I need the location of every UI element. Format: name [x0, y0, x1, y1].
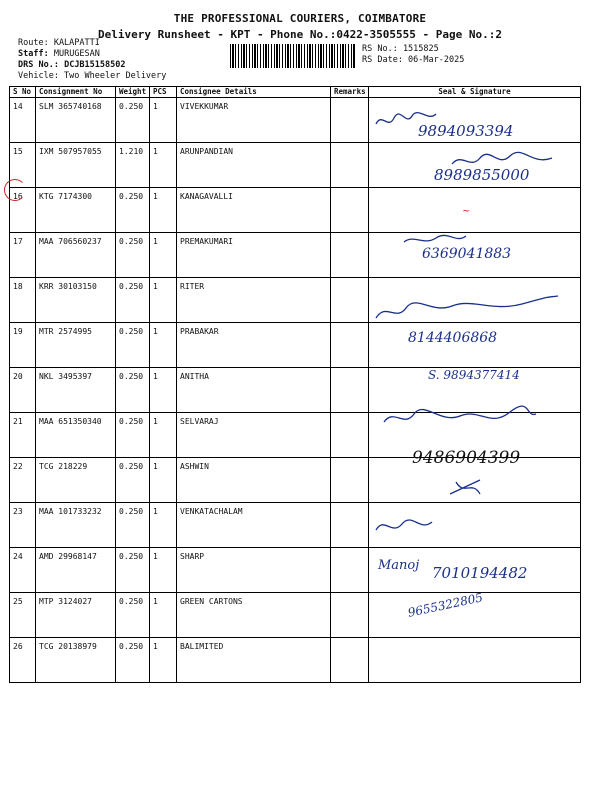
table-row	[10, 638, 581, 683]
row-weight: 0.250	[116, 638, 150, 683]
row-sno: 15	[10, 143, 36, 188]
drs-line	[18, 60, 126, 70]
col-remarks-header: Remarks	[331, 87, 369, 98]
row-remarks	[331, 98, 369, 143]
row-consignment: KRR 30103150	[36, 278, 116, 323]
drs-label: DRS No.:	[18, 60, 59, 70]
row-remarks	[331, 413, 369, 458]
row-pcs: 1	[150, 458, 177, 503]
row-sno: 16	[10, 188, 36, 233]
row-consignee: BALIMITED	[177, 638, 331, 683]
row-consignee: GREEN CARTONS	[177, 593, 331, 638]
row-sno: 14	[10, 98, 36, 143]
row-pcs: 1	[150, 98, 177, 143]
red-scribble: ~	[462, 206, 471, 217]
row-consignee: PREMAKUMARI	[177, 233, 331, 278]
staff-line	[18, 49, 100, 59]
row-pcs: 1	[150, 548, 177, 593]
row-pcs: 1	[150, 593, 177, 638]
table-header-row	[10, 87, 581, 98]
signature-scribble	[380, 404, 540, 434]
row-weight: 0.250	[116, 98, 150, 143]
row-weight: 0.250	[116, 548, 150, 593]
col-consignee-header: Consignee Details	[177, 87, 331, 98]
row-consignee: RITER	[177, 278, 331, 323]
row-pcs: 1	[150, 143, 177, 188]
row-remarks	[331, 593, 369, 638]
row-sno: 23	[10, 503, 36, 548]
red-circle-mark	[4, 179, 26, 201]
col-consignment-header: Consignment No	[36, 87, 116, 98]
row-weight: 0.250	[116, 593, 150, 638]
row-consignee: SELVARAJ	[177, 413, 331, 458]
row-weight: 0.250	[116, 323, 150, 368]
handwritten-phone: 7010194482	[432, 564, 528, 582]
row-remarks	[331, 143, 369, 188]
row-sno: 22	[10, 458, 36, 503]
row-remarks	[331, 188, 369, 233]
col-weight-header: Weight	[116, 87, 150, 98]
signature-scribble	[372, 514, 442, 538]
row-weight: 0.250	[116, 233, 150, 278]
row-remarks	[331, 638, 369, 683]
drs-number: DCJB15158502	[64, 60, 126, 70]
row-consignee: VIVEKKUMAR	[177, 98, 331, 143]
row-sno: 19	[10, 323, 36, 368]
row-signature	[369, 188, 581, 233]
signature-scribble	[372, 294, 562, 324]
row-consignee: ANITHA	[177, 368, 331, 413]
row-pcs: 1	[150, 278, 177, 323]
row-consignment: AMD 29968147	[36, 548, 116, 593]
table-row	[10, 503, 581, 548]
row-weight: 0.250	[116, 368, 150, 413]
row-pcs: 1	[150, 323, 177, 368]
row-sno: 24	[10, 548, 36, 593]
handwritten-phone: 8989855000	[434, 166, 530, 184]
row-pcs: 1	[150, 368, 177, 413]
row-pcs: 1	[150, 413, 177, 458]
handwritten-phone: 9655322805	[406, 590, 485, 620]
row-signature	[369, 638, 581, 683]
vehicle-label: Vehicle: Two Wheeler Delivery	[18, 71, 167, 81]
row-sno: 25	[10, 593, 36, 638]
row-consignment: MAA 101733232	[36, 503, 116, 548]
row-weight: 0.250	[116, 278, 150, 323]
row-consignee: VENKATACHALAM	[177, 503, 331, 548]
row-weight: 0.250	[116, 458, 150, 503]
handwritten-phone: 8144406868	[408, 330, 498, 346]
row-remarks	[331, 323, 369, 368]
handwritten-name: Manoj	[378, 558, 420, 573]
barcode	[230, 44, 356, 68]
row-consignment: TCG 20138979	[36, 638, 116, 683]
row-consignee: ASHWIN	[177, 458, 331, 503]
signature-scribble	[446, 476, 486, 500]
row-remarks	[331, 278, 369, 323]
row-remarks	[331, 233, 369, 278]
row-pcs: 1	[150, 188, 177, 233]
handwritten-phone: S. 9894377414	[428, 368, 520, 382]
route-label: Route: KALAPATTI	[18, 38, 100, 48]
row-remarks	[331, 503, 369, 548]
col-signature-header: Seal & Signature	[369, 87, 581, 98]
row-pcs: 1	[150, 233, 177, 278]
row-sno: 21	[10, 413, 36, 458]
rs-number: RS No.: 1515825	[362, 44, 439, 54]
row-consignment: MAA 706560237	[36, 233, 116, 278]
row-weight: 1.210	[116, 143, 150, 188]
row-weight: 0.250	[116, 503, 150, 548]
row-weight: 0.250	[116, 413, 150, 458]
row-pcs: 1	[150, 638, 177, 683]
company-title: THE PROFESSIONAL COURIERS, COIMBATORE	[173, 12, 427, 25]
handwritten-phone: 9894093394	[418, 122, 514, 140]
col-pcs-header: PCS	[150, 87, 177, 98]
row-remarks	[331, 458, 369, 503]
staff-name: MURUGESAN	[53, 49, 100, 59]
row-consignment: MTR 2574995	[36, 323, 116, 368]
row-consignment: MAA 651350340	[36, 413, 116, 458]
runsheet-subtitle: Delivery Runsheet - KPT - Phone No.:0422-3505555 - Page No.:2	[98, 28, 502, 41]
row-sno: 26	[10, 638, 36, 683]
row-consignment: KTG 7174300	[36, 188, 116, 233]
row-consignment: IXM 507957055	[36, 143, 116, 188]
row-consignee: SHARP	[177, 548, 331, 593]
row-remarks	[331, 548, 369, 593]
table-row	[10, 188, 581, 233]
row-consignee: KANAGAVALLI	[177, 188, 331, 233]
row-consignment: MTP 3124027	[36, 593, 116, 638]
row-consignment: SLM 365740168	[36, 98, 116, 143]
row-consignee: PRABAKAR	[177, 323, 331, 368]
row-pcs: 1	[150, 503, 177, 548]
table-row	[10, 593, 581, 638]
row-consignment: TCG 218229	[36, 458, 116, 503]
row-sno: 20	[10, 368, 36, 413]
row-consignment: NKL 3495397	[36, 368, 116, 413]
row-sno: 18	[10, 278, 36, 323]
col-sno-header: S No	[10, 87, 36, 98]
row-consignee: ARUNPANDIAN	[177, 143, 331, 188]
handwritten-phone: 6369041883	[422, 246, 512, 262]
staff-label: Staff:	[18, 49, 49, 59]
row-sno: 17	[10, 233, 36, 278]
handwritten-phone: 9486904399	[412, 448, 521, 468]
row-weight: 0.250	[116, 188, 150, 233]
row-remarks	[331, 368, 369, 413]
rs-date: RS Date: 06-Mar-2025	[362, 55, 465, 65]
